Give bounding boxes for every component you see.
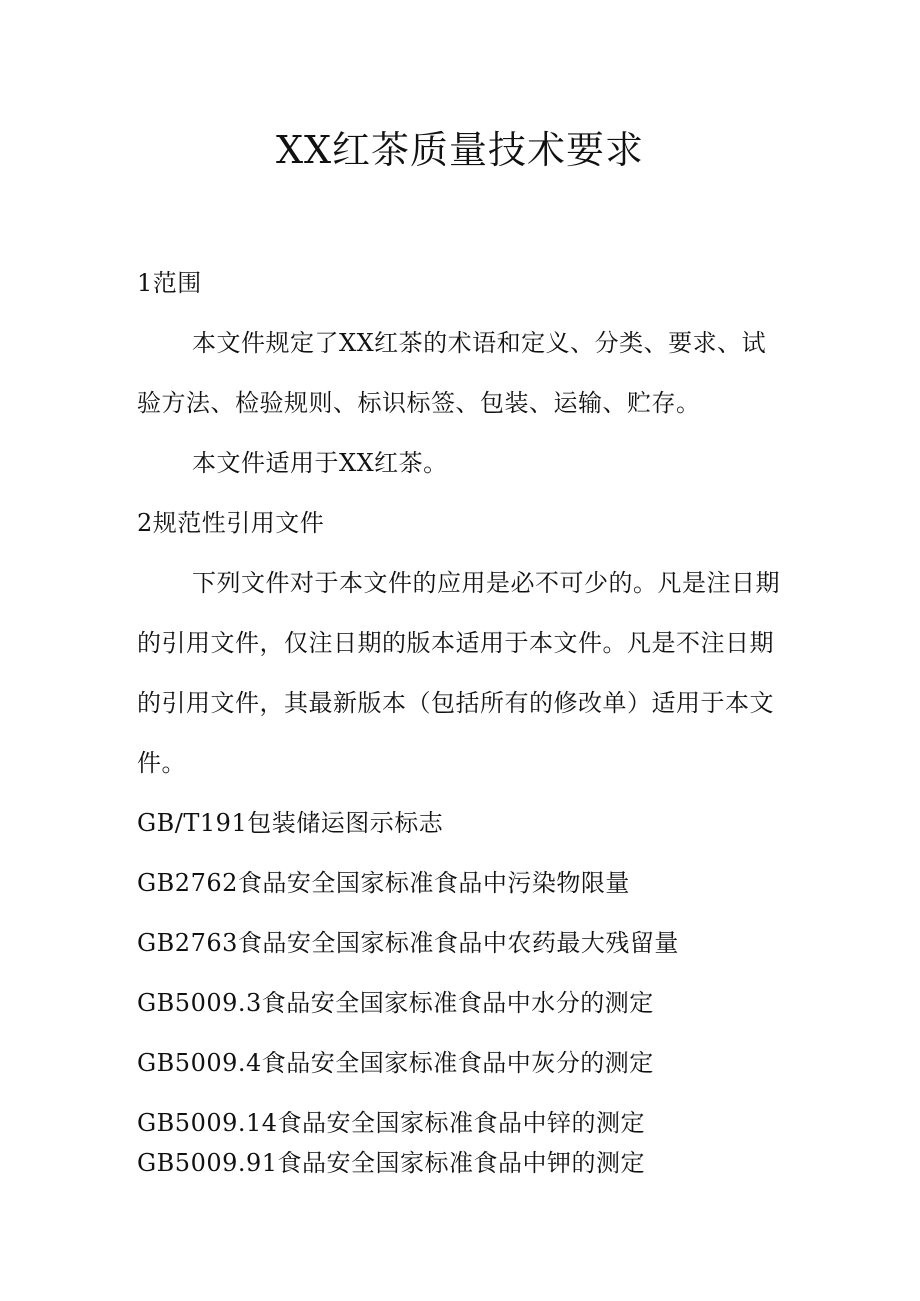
reference-item: GB/T191包装储运图示标志 bbox=[137, 809, 444, 837]
references-paragraph-line-4: 件。 bbox=[137, 749, 186, 777]
reference-item: GB2763食品安全国家标准食品中农药最大残留量 bbox=[137, 929, 679, 957]
reference-item: GB5009.4食品安全国家标准食品中灰分的测定 bbox=[137, 1049, 654, 1077]
scope-paragraph-line-1: 本文件规定了XX红茶的术语和定义、分类、要求、试 bbox=[192, 329, 767, 357]
section-heading-normative-references: 2规范性引用文件 bbox=[137, 509, 325, 537]
references-paragraph-line-2: 的引用文件，仅注日期的版本适用于本文件。凡是不注日期 bbox=[137, 629, 774, 657]
document-title: XX红茶质量技术要求 bbox=[275, 128, 645, 172]
scope-applicability-line: 本文件适用于XX红茶。 bbox=[192, 449, 448, 477]
reference-item: GB5009.91食品安全国家标准食品中钾的测定 bbox=[137, 1149, 646, 1177]
reference-item: GB5009.3食品安全国家标准食品中水分的测定 bbox=[137, 989, 654, 1017]
references-paragraph-line-3: 的引用文件，其最新版本（包括所有的修改单）适用于本文 bbox=[137, 689, 774, 717]
reference-item: GB2762食品安全国家标准食品中污染物限量 bbox=[137, 869, 630, 897]
reference-item: GB5009.14食品安全国家标准食品中锌的测定 bbox=[137, 1109, 646, 1137]
section-heading-scope: 1范围 bbox=[137, 269, 202, 297]
scope-paragraph-line-2: 验方法、检验规则、标识标签、包装、运输、贮存。 bbox=[137, 389, 701, 417]
references-paragraph-line-1: 下列文件对于本文件的应用是必不可少的。凡是注日期 bbox=[192, 569, 780, 597]
